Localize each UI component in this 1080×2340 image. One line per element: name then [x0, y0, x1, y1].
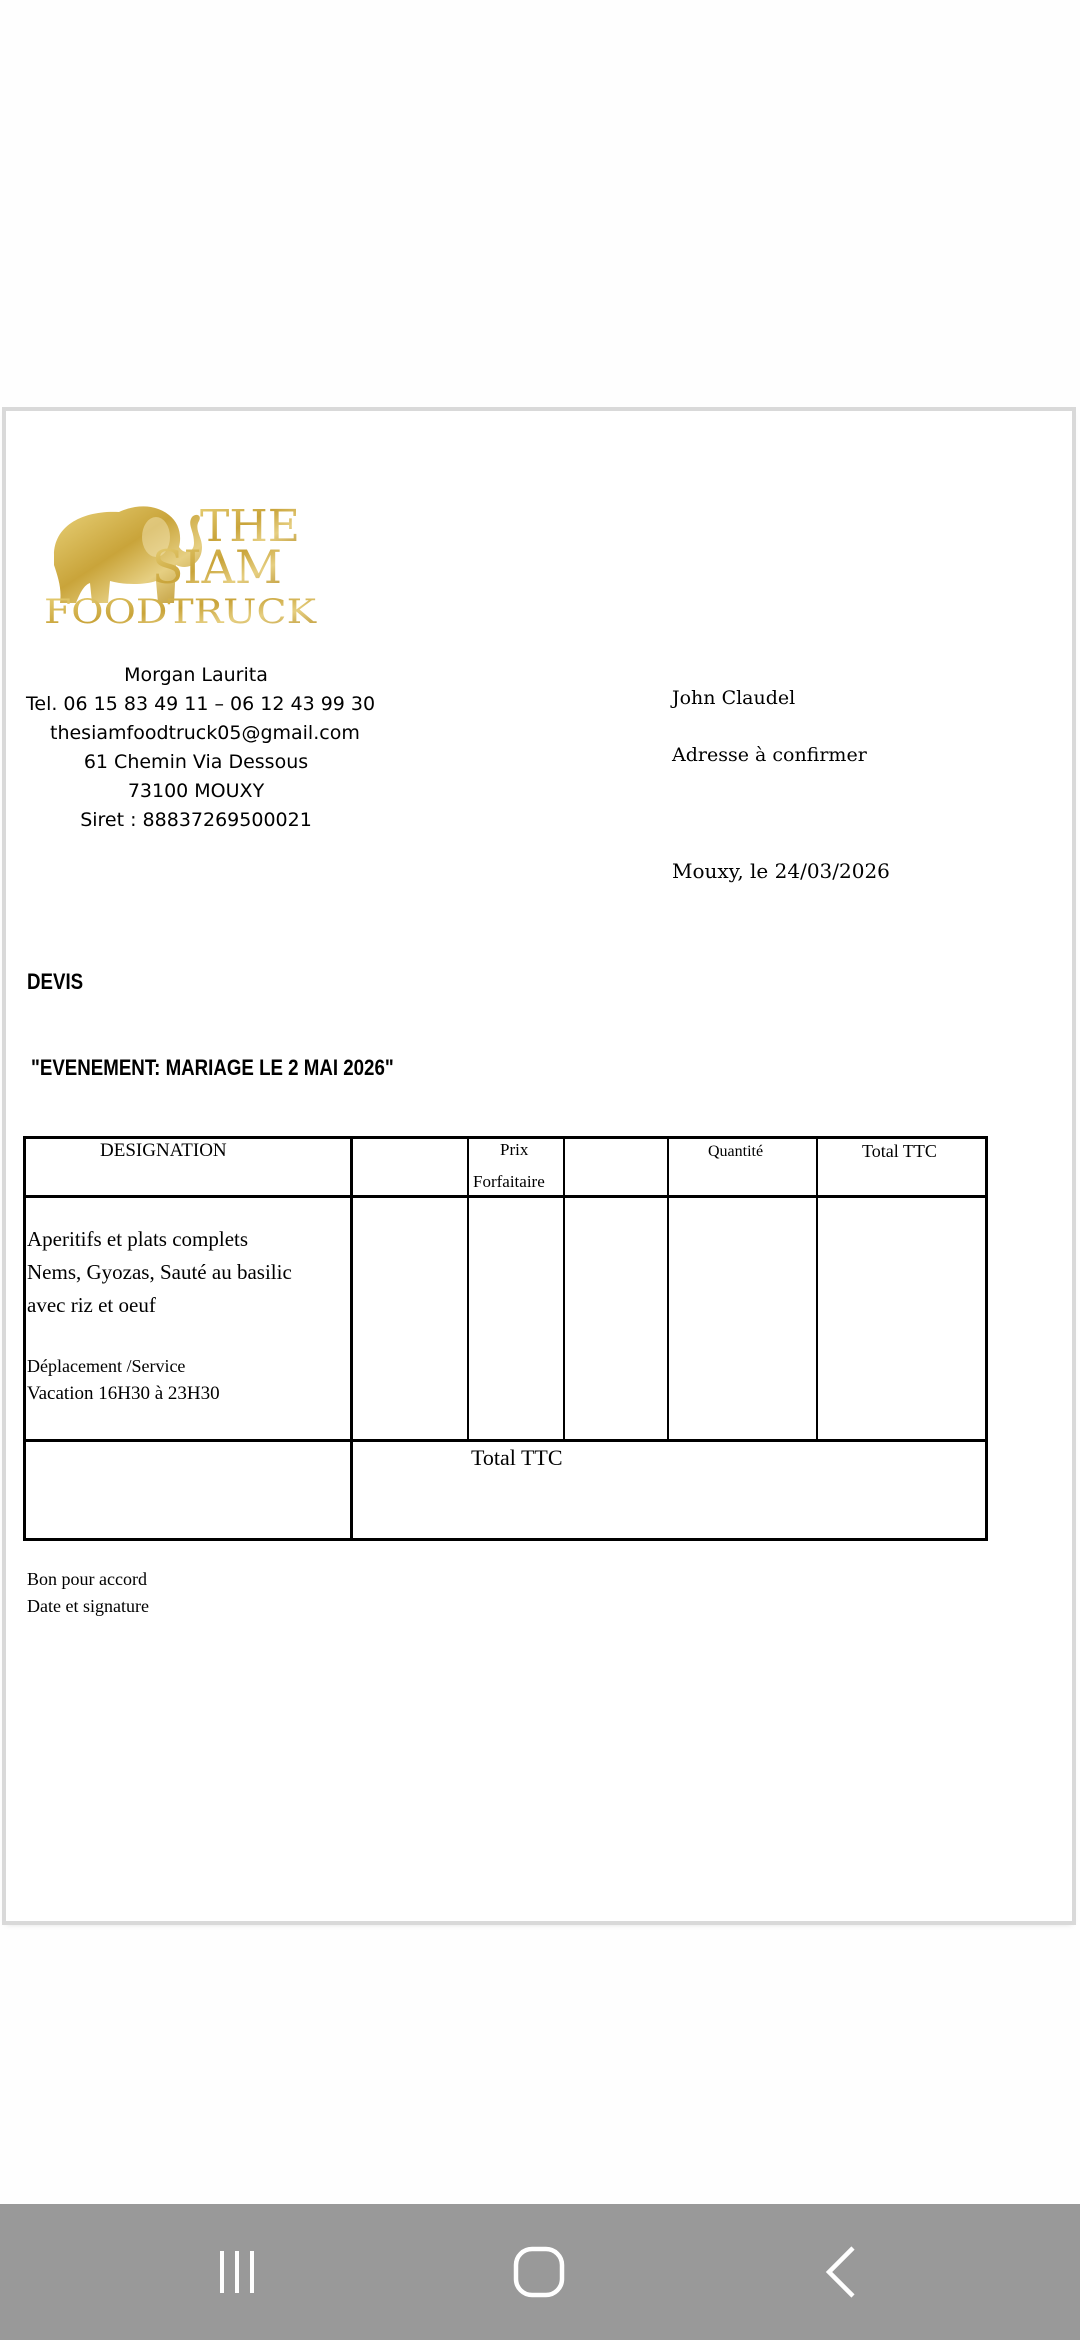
row-designation-line: Nems, Gyozas, Sauté au basilic	[27, 1260, 292, 1284]
document-type: DEVIS	[27, 969, 84, 994]
row-designation-line: Vacation 16H30 à 23H30	[27, 1383, 220, 1404]
total-label: Total TTC	[471, 1445, 563, 1470]
sender-city: 73100 MOUXY	[127, 780, 265, 802]
client-address: Adresse à confirmer	[672, 744, 867, 766]
row-designation-line: avec riz et oeuf	[27, 1293, 156, 1317]
place-date: Mouxy, le 24/03/2026	[672, 859, 890, 883]
client-name: John Claudel	[672, 687, 796, 709]
sender-email: thesiamfoodtruck05@gmail.com	[50, 722, 360, 744]
row-designation-line: Aperitifs et plats complets	[27, 1227, 249, 1251]
siam-foodtruck-logo	[44, 485, 324, 635]
header-designation: DESIGNATION	[100, 1140, 227, 1161]
header-total: Total TTC	[862, 1141, 937, 1161]
home-icon	[511, 2244, 567, 2300]
sender-siret: Siret : 88837269500021	[80, 809, 312, 831]
header-quantite: Quantité	[708, 1143, 764, 1160]
sender-name: Morgan Laurita	[124, 664, 268, 686]
sender-block	[26, 661, 376, 835]
sender-phone: Tel. 06 15 83 49 11 – 06 12 43 99 30	[26, 693, 376, 715]
logo-text-siam: SIAM	[152, 540, 283, 594]
logo-text-foodtruck: FOODTRUCK	[44, 592, 317, 632]
recent-apps-icon	[212, 2247, 262, 2297]
back-icon	[817, 2244, 867, 2300]
sender-street: 61 Chemin Via Dessous	[83, 751, 309, 773]
date-signature-label: Date et signature	[27, 1596, 149, 1616]
home-button[interactable]	[459, 2204, 619, 2340]
row-designation-line: Déplacement /Service	[27, 1356, 186, 1376]
back-button[interactable]	[762, 2204, 922, 2340]
navigation-bar	[0, 2204, 1080, 2340]
elephant-logo-icon	[44, 485, 324, 635]
header-prix: Prix	[500, 1140, 529, 1159]
header-forfaitaire: Forfaitaire	[473, 1172, 545, 1191]
recent-apps-button[interactable]	[157, 2204, 317, 2340]
logo-text-the: THE	[200, 501, 300, 552]
approval-label: Bon pour accord	[27, 1569, 147, 1589]
document-page	[6, 411, 1072, 1921]
event-title: "EVENEMENT: MARIAGE LE 2 MAI 2026"	[31, 1055, 394, 1080]
